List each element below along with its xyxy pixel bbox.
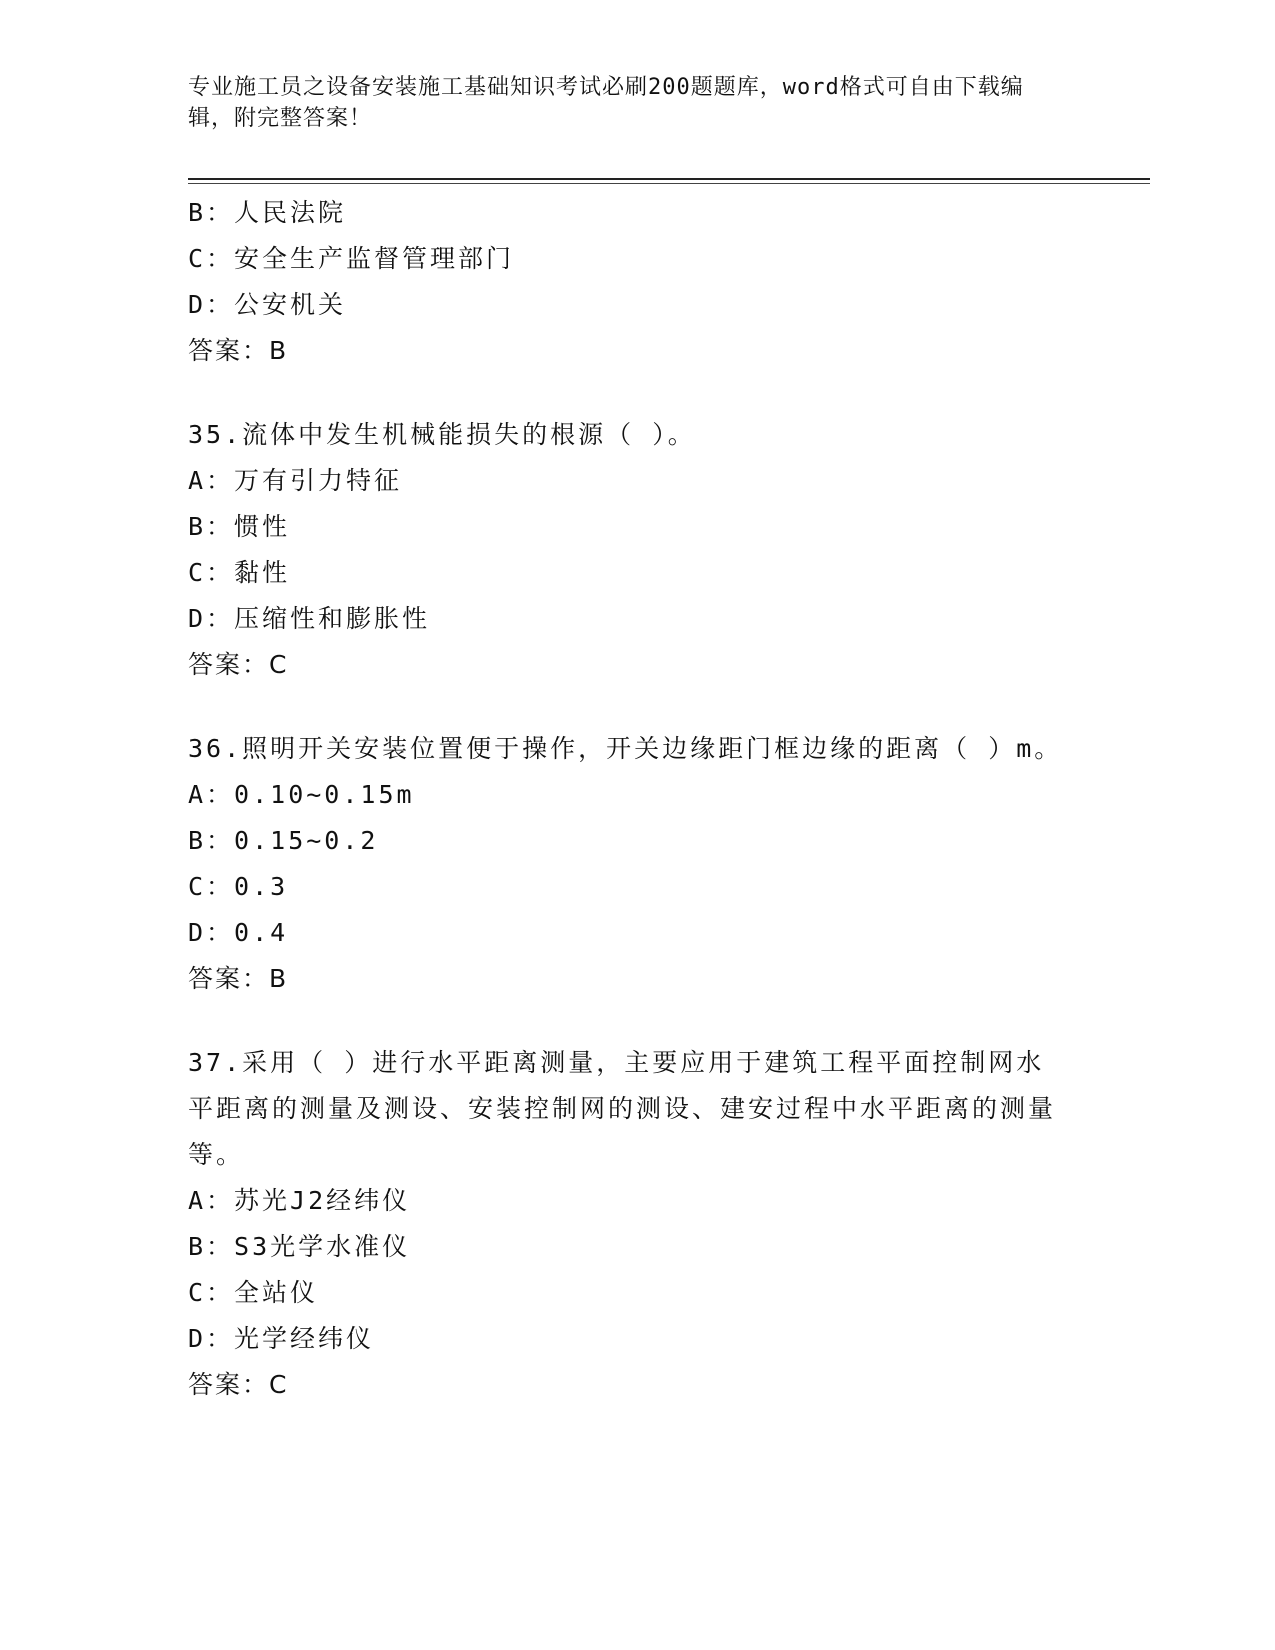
header-divider-thin [188, 183, 1150, 184]
spacer [188, 688, 1068, 726]
option-a: A：0.10~0.15m [188, 780, 415, 809]
option-c: C：0.3 [188, 872, 289, 901]
document-header: 专业施工员之设备安装施工基础知识考试必刷200题题库，word格式可自由下载编辑，附完整答案！ [188, 75, 1024, 131]
option-b: B：S3光学水准仪 [188, 1232, 411, 1261]
question-list [188, 190, 1068, 1408]
option-b: B：0.15~0.2 [188, 826, 379, 855]
answer: 答案：B [188, 964, 289, 993]
option-a: A：万有引力特征 [188, 466, 403, 495]
question-stem: 36.照明开关安装位置便于操作，开关边缘距门框边缘的距离（ ）m。 [188, 734, 1063, 763]
option-b: B：惯性 [188, 512, 291, 541]
option-d: D：0.4 [188, 918, 289, 947]
option-d: D：公安机关 [188, 290, 347, 319]
answer: 答案：C [188, 650, 289, 679]
option-c: C：安全生产监督管理部门 [188, 244, 515, 273]
header-divider-thick [188, 178, 1150, 180]
option-d: D：压缩性和膨胀性 [188, 604, 431, 633]
question-37 [188, 1040, 1068, 1408]
question-stem: 37.采用（ ）进行水平距离测量，主要应用于建筑工程平面控制网水平距离的测量及测设、安装控制网的测设、建安过程中水平距离的测量等。 [188, 1048, 1057, 1169]
question-continued [188, 190, 1068, 374]
answer: 答案：B [188, 336, 289, 365]
question-36 [188, 726, 1068, 1002]
option-d: D：光学经纬仪 [188, 1324, 375, 1353]
spacer [188, 374, 1068, 412]
spacer [188, 1002, 1068, 1040]
question-35 [188, 412, 1068, 688]
question-stem: 35.流体中发生机械能损失的根源（ ）。 [188, 420, 696, 449]
option-a: A：苏光J2经纬仪 [188, 1186, 411, 1215]
answer: 答案：C [188, 1370, 289, 1399]
option-c: C：黏性 [188, 558, 291, 587]
option-b: B：人民法院 [188, 198, 347, 227]
option-c: C：全站仪 [188, 1278, 319, 1307]
